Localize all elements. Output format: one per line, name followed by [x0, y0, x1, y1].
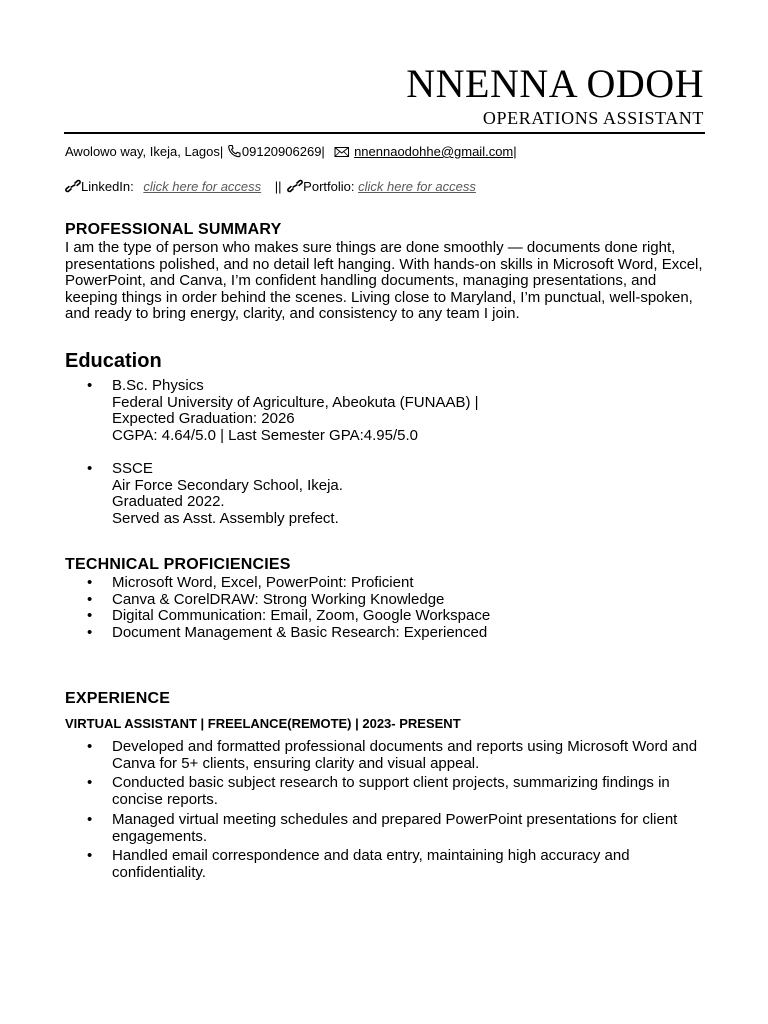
- contact-line: [65, 143, 517, 162]
- experience-list: [65, 739, 705, 882]
- summary-text: I am the type of person who makes sure things are done smoothly — documents done right, presentations polished, and no detail left hanging. With hands-on skills in Microsoft Word, Excel, PowerPoint, and Canva, I’m confident handling documents, managing presentations, and keeping things in order behind the scenes. Living close to Maryland, I’m punctual, well-spoken, and ready to bring energy, clarity, and consistency to any team I join.: [65, 239, 703, 323]
- education-item: [65, 378, 705, 445]
- institution: Air Force Secondary School, Ikeja.: [112, 476, 343, 494]
- link-icon: [287, 179, 303, 197]
- header-divider: [64, 132, 705, 134]
- profile-links: [65, 178, 476, 197]
- grades: CGPA: 4.64/5.0 | Last Semester GPA:4.95/5.0: [112, 427, 418, 445]
- contact-phone: 09120906269|: [241, 144, 325, 159]
- candidate-role: OPERATIONS ASSISTANT: [482, 108, 704, 128]
- portfolio-label: Portfolio:: [303, 179, 355, 194]
- contact-email[interactable]: nnennaodohhe@gmail.com|: [354, 144, 517, 159]
- summary-section: [65, 220, 705, 323]
- candidate-name: NNENNA ODOH: [406, 61, 704, 106]
- institution: Federal University of Agriculture, Abeokuta (FUNAAB) |: [112, 393, 479, 411]
- list-item: • Conducted basic subject research to support client projects, summarizing findings in concise reports.: [65, 775, 705, 808]
- education-list: [65, 378, 705, 528]
- list-item: • Canva & CorelDRAW: Strong Working Knowledge: [65, 592, 705, 609]
- technical-section: [65, 555, 705, 642]
- graduation: Graduated 2022.: [112, 493, 225, 511]
- list-item: • Developed and formatted professional documents and reports using Microsoft Word and Canva for 5+ clients, ensuring clarity and visual appeal.: [65, 739, 705, 772]
- linkedin-label: LinkedIn:: [81, 179, 134, 194]
- list-item: • Microsoft Word, Excel, PowerPoint: Proficient: [65, 575, 705, 592]
- degree: • SSCE: [112, 459, 153, 477]
- experience-heading: EXPERIENCE: [65, 690, 171, 707]
- education-section: [65, 349, 705, 544]
- links-separator: ||: [274, 179, 282, 194]
- technical-heading: TECHNICAL PROFICIENCIES: [65, 556, 291, 573]
- list-item: • Managed virtual meeting schedules and prepared PowerPoint presentations for client engagements.: [65, 812, 705, 845]
- list-item: • Digital Communication: Email, Zoom, Google Workspace: [65, 608, 705, 625]
- list-item: • Document Management & Basic Research: Experienced: [65, 625, 705, 642]
- linkedin-link[interactable]: click here for access: [143, 179, 262, 194]
- list-item: • Handled email correspondence and data entry, maintaining high accuracy and confidentiality.: [65, 848, 705, 881]
- link-icon: [65, 179, 81, 197]
- portfolio-link[interactable]: click here for access: [358, 179, 476, 194]
- summary-heading: PROFESSIONAL SUMMARY: [65, 221, 282, 238]
- phone-icon: [227, 144, 242, 162]
- envelope-icon: [334, 145, 350, 162]
- contact-address: Awolowo way, Ikeja, Lagos|: [65, 144, 224, 159]
- technical-list: [65, 575, 705, 642]
- education-item: [65, 461, 705, 528]
- resume-header: [406, 62, 704, 129]
- job-title-line: VIRTUAL ASSISTANT | FREELANCE(REMOTE) | 2023- PRESENT: [65, 716, 461, 731]
- degree: • B.Sc. Physics: [112, 377, 204, 394]
- experience-section: [65, 689, 705, 885]
- education-heading: Education: [65, 350, 162, 372]
- graduation: Expected Graduation: 2026: [112, 410, 295, 428]
- note: Served as Asst. Assembly prefect.: [112, 509, 339, 527]
